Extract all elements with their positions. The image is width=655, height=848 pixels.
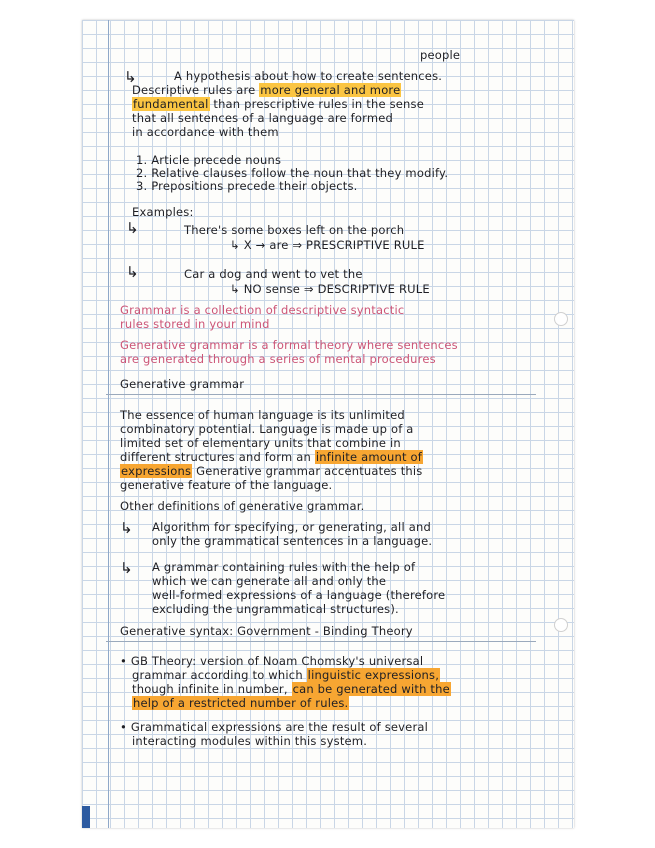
- note-line: generative feature of the language.: [120, 478, 333, 492]
- divider: [106, 641, 536, 642]
- corner-tab: [82, 806, 90, 828]
- note-line: Algorithm for specifying, or generating, all and: [152, 520, 431, 534]
- arrow-icon: ↳: [124, 68, 137, 86]
- section-heading: Generative syntax: Government - Binding Theory: [120, 624, 413, 638]
- punch-hole: [554, 312, 568, 326]
- note-line: well-formed expressions of a language (therefore: [152, 588, 446, 602]
- definition-line: rules stored in your mind: [120, 317, 270, 331]
- definition-line: are generated through a series of mental procedures: [120, 352, 436, 366]
- highlight: linguistic expressions,: [307, 668, 440, 682]
- note-line: that all sentences of a language are formed: [132, 111, 394, 125]
- divider: [106, 394, 536, 395]
- note-line: in accordance with them: [132, 125, 279, 139]
- bullet-line: grammar according to which linguistic expressions,: [132, 668, 440, 682]
- rule-item: 3. Prepositions precede their objects.: [136, 179, 358, 193]
- note-line: limited set of elementary units that combine in: [120, 436, 401, 450]
- arrow-icon: ↳: [126, 263, 139, 281]
- highlight: expressions: [121, 464, 192, 478]
- rule-item: 2. Relative clauses follow the noun that they modify.: [136, 166, 449, 180]
- highlight: can be generated with the: [292, 682, 450, 696]
- bullet-line: • Grammatical expressions are the result of several: [120, 720, 429, 734]
- arrow-icon: ↳: [120, 519, 133, 537]
- margin-line: [108, 20, 109, 828]
- examples-label: Examples:: [132, 205, 194, 219]
- note-line: only the grammatical sentences in a language.: [152, 534, 433, 548]
- note-line: combinatory potential. Language is made up of a: [120, 422, 414, 436]
- arrow-icon: ↳: [126, 219, 139, 237]
- section-heading: Other definitions of generative grammar.: [120, 499, 365, 513]
- note-line: expressions Generative grammar accentuates this: [121, 464, 423, 478]
- definition-line: Generative grammar is a formal theory where sentences: [120, 338, 458, 352]
- notebook-page: [82, 20, 574, 828]
- note-line: A grammar containing rules with the help of: [152, 560, 416, 574]
- note-line: The essence of human language is its unlimited: [120, 408, 405, 422]
- rule-item: 1. Article precede nouns: [136, 153, 282, 167]
- arrow-icon: ↳: [120, 559, 133, 577]
- highlight: help of a restricted number of rules.: [133, 696, 349, 710]
- note-line: excluding the ungrammatical structures).: [152, 602, 399, 616]
- note-line: which we can generate all and only the: [152, 574, 387, 588]
- bullet-line: • GB Theory: version of Noam Chomsky's universal: [120, 654, 424, 668]
- bullet-line: interacting modules within this system.: [132, 734, 368, 748]
- highlight: more general and more: [260, 83, 401, 97]
- note-line: A hypothesis about how to create sentences.: [174, 69, 443, 83]
- example-note: ↳ X → are ⇒ PRESCRIPTIVE RULE: [230, 238, 425, 252]
- bullet-line: though infinite in number, can be generated with the: [132, 682, 450, 696]
- punch-hole: [554, 618, 568, 632]
- definition-line: Grammar is a collection of descriptive syntactic: [120, 303, 405, 317]
- note-line: different structures and form an infinite amount of: [120, 450, 423, 464]
- example-sentence: There's some boxes left on the porch: [184, 223, 405, 237]
- note-line: fundamental than prescriptive rules in the sense: [133, 97, 424, 111]
- note-line: Descriptive rules are more general and more: [132, 83, 401, 97]
- highlight: infinite amount of: [315, 450, 423, 464]
- section-heading: Generative grammar: [120, 377, 245, 391]
- highlight: fundamental: [133, 97, 209, 111]
- example-sentence: Car a dog and went to vet the: [184, 267, 363, 281]
- annotation-people: people: [420, 48, 461, 62]
- example-note: ↳ NO sense ⇒ DESCRIPTIVE RULE: [230, 282, 430, 296]
- bullet-line: [132, 696, 349, 710]
